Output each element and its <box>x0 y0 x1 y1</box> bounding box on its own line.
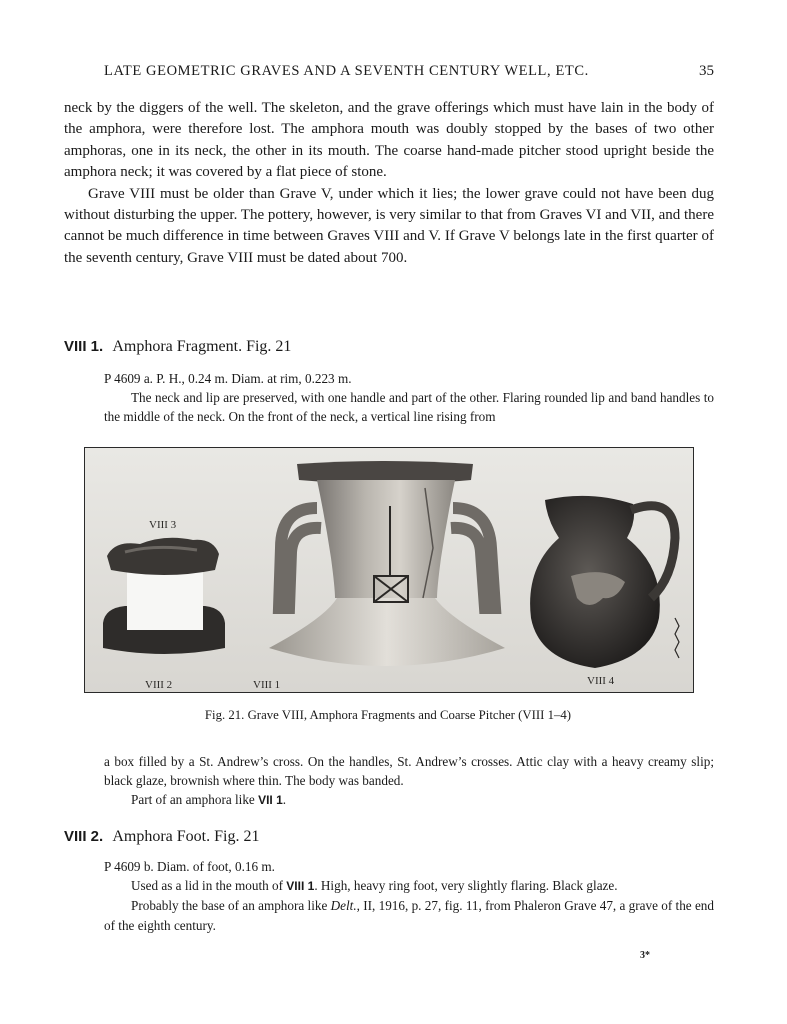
label-viii-1: VIII 1 <box>253 679 281 691</box>
entry-2-comparison-journal: Delt. <box>330 898 357 914</box>
entry-2-title: Amphora Foot. <box>112 828 211 845</box>
entry-2-description-prefix: Used as a lid in the mouth of <box>131 878 283 894</box>
figure-21-drawing <box>85 448 693 692</box>
entry-1-comparison-suffix: . <box>282 792 287 808</box>
entry-1-description-start: The neck and lip are preserved, with one handle and part of the other. Flaring rounded lip and band handles to the middle of the neck. On the front of the neck, a vertical line rising from <box>104 390 714 425</box>
entry-1-title: Amphora Fragment. <box>112 338 243 355</box>
page-number: 35 <box>699 63 714 79</box>
intro-paragraph-1: neck by the diggers of the well. The skeleton, and the grave offerings which must have lain in the body of the amphora, were therefore lost. The amphora mouth was doubly stopped by the bases of two other amphoras, one in its neck, the other in its mouth. The coarse hand-made pitcher stood upright beside the amphora neck; it was covered by a flat piece of stone. <box>64 100 714 181</box>
entry-1-fig-ref: Fig. 21 <box>246 338 292 355</box>
intro-paragraph-2: Grave VIII must be older than Grave V, under which it lies; the lower grave could not have been dug without disturbing the upper. The pottery, however, is very similar to that from Graves VI and VII, and there cannot be much difference in time between Graves VIII and V. If Grave V belongs late in the first quarter of the seventh century, Grave VIII must be dated about 700. <box>64 185 714 266</box>
entry-2-description-suffix: . High, heavy ring foot, very slightly flaring. Black glaze. <box>314 878 618 894</box>
entry-1-heading <box>64 338 291 356</box>
entry-2-comparison <box>104 896 714 934</box>
label-viii-3: VIII 3 <box>149 519 177 531</box>
signature-mark: 3* <box>640 950 650 961</box>
entry-1-comparison <box>104 790 714 810</box>
figure-21-caption: Fig. 21. Grave VIII, Amphora Fragments and Coarse Pitcher (VIII 1–4) <box>204 708 572 722</box>
entry-1-comparison-prefix: Part of an amphora like <box>131 792 255 808</box>
entry-1-comparison-ref: VII 1 <box>258 793 283 808</box>
label-viii-2: VIII 2 <box>145 679 173 691</box>
entry-2-description <box>104 876 714 896</box>
running-head: LATE GEOMETRIC GRAVES AND A SEVENTH CENTURY WELL, ETC. <box>104 63 589 79</box>
entry-1-measurements: P 4609 a. P. H., 0.24 m. Diam. at rim, 0.223 m. <box>104 371 352 386</box>
entry-2-measurements: P 4609 b. Diam. of foot, 0.16 m. <box>104 859 275 874</box>
label-viii-4: VIII 4 <box>587 675 615 687</box>
entry-1-description-end: a box filled by a St. Andrew’s cross. On the handles, St. Andrew’s crosses. Attic clay with a heavy creamy slip; black glaze, brownish where thin. The body was banded. <box>104 754 714 789</box>
entry-2-fig-ref: Fig. 21 <box>214 828 260 845</box>
intro-text <box>64 98 714 269</box>
entry-2-number: VIII 2. <box>64 828 104 845</box>
entry-1-body-continued <box>104 752 714 811</box>
entry-2-body <box>104 857 714 935</box>
entry-1-body <box>104 369 714 427</box>
entry-1-number: VIII 1. <box>64 338 104 355</box>
entry-2-description-ref: VIII 1 <box>286 879 315 894</box>
entry-2-comparison-prefix: Probably the base of an amphora like <box>131 898 328 914</box>
entry-2-comparison-suffix: , II, 1916, p. 27, fig. 11, from Phaleron Grave 47, a grave of the end of the eighth century. <box>104 898 714 933</box>
entry-2-heading <box>64 828 259 846</box>
figure-21-photo <box>84 447 694 693</box>
